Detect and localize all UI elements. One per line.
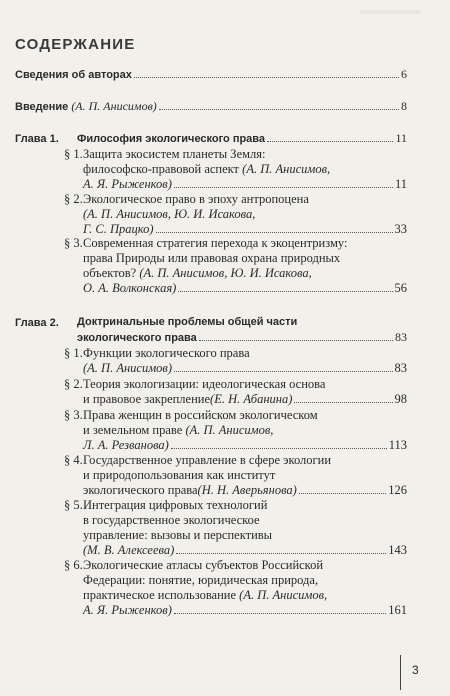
toc-entry-label: Сведения об авторах [15, 69, 132, 81]
page-ref: 6 [401, 67, 407, 81]
chapter-2-title: Доктринальные проблемы общей части [77, 316, 298, 328]
chapter-2-title-row [77, 315, 407, 346]
section-text-line: Интеграция цифровых технологий [83, 498, 268, 512]
section-author: (А. П. Анисимов, [239, 588, 328, 602]
section-number: § 1. [64, 346, 83, 360]
section-number: § 5. [64, 498, 83, 512]
dot-leader [174, 370, 392, 372]
page-ref: 33 [394, 222, 407, 236]
chapter-1-section-2 [64, 192, 407, 237]
section-number: § 4. [64, 453, 83, 467]
section-author: (М. В. Алексеева) [83, 543, 175, 557]
section-number: § 3. [64, 236, 83, 250]
toc-entry-label: Введение [15, 101, 69, 113]
page-ref: 143 [388, 543, 407, 557]
section-author: (А. П. Анисимов, Ю. И. Исакова, [83, 207, 256, 221]
section-text-line: в государственное экологическое [83, 513, 260, 527]
section-author: О. А. Волконская) [83, 281, 177, 295]
chapter-1-section-3 [64, 236, 407, 300]
section-text: экологического права [83, 483, 198, 497]
page-ref: 83 [395, 330, 407, 344]
page-ref: 83 [394, 361, 407, 375]
dot-leader [174, 612, 386, 614]
section-text-line: Экологические атласы субъектов Российской [83, 558, 324, 572]
chapter-2-section-5 [64, 498, 407, 560]
dot-leader [134, 76, 399, 78]
section-text-line: и природопользования как институт [83, 468, 276, 482]
section-author: (А. П. Анисимов) [83, 361, 173, 375]
dot-leader [267, 140, 393, 142]
section-number: § 6. [64, 558, 83, 572]
section-author: Г. С. Працко) [83, 222, 154, 236]
dot-leader [156, 231, 393, 233]
dot-leader [176, 552, 386, 554]
chapter-1-section-1 [64, 147, 407, 192]
section-author: А. Я. Рыженков) [83, 177, 172, 191]
dot-leader [178, 290, 392, 292]
dot-leader [159, 108, 399, 110]
section-author: (А. П. Анисимов, Ю. И. Исакова, [139, 266, 312, 280]
section-number: § 2. [64, 192, 83, 206]
section-text-line: Экологическое право в эпоху антропоцена [83, 192, 309, 206]
section-author: А. Я. Рыженков) [83, 603, 172, 617]
page-ref: 126 [388, 483, 407, 497]
section-text: философско-правовой аспект [83, 162, 243, 176]
page-number: 3 [412, 663, 419, 677]
section-author: (А. П. Анисимов, [242, 162, 331, 176]
page-ref: 11 [395, 131, 407, 145]
section-text: и земельном праве [83, 423, 186, 437]
dot-leader [199, 339, 393, 341]
dot-leader [299, 492, 386, 494]
chapter-2-section-6 [64, 558, 407, 620]
toc-entry-author: (А. П. Анисимов) [71, 99, 157, 113]
page-ref: 113 [388, 438, 407, 452]
section-text-line: права Природы или правовая охрана природных [83, 251, 341, 265]
dot-leader [174, 186, 393, 188]
chapter-2-section-1 [64, 346, 407, 378]
chapter-1-title-row [77, 131, 407, 147]
section-text-line: Защита экосистем планеты Земля: [83, 147, 266, 161]
page-title: СОДЕРЖАНИЕ [15, 36, 136, 53]
page-ref: 8 [401, 99, 407, 113]
section-author: Л. А. Резванова) [83, 438, 169, 452]
section-text-line: управление: вызовы и перспективы [83, 528, 273, 542]
section-text: и правовое закрепление [83, 392, 211, 406]
section-text-line: Функции экологического права [83, 346, 250, 360]
section-text-line: Права женщин в российском экологическом [83, 408, 318, 422]
chapter-2-section-3 [64, 408, 407, 455]
page-number-rule [400, 655, 401, 690]
section-author: (Е. Н. Абанина) [210, 392, 293, 406]
chapter-2-section-2 [64, 377, 407, 409]
chapter-1-title: Философия экологического права [77, 133, 266, 145]
section-number: § 1. [64, 147, 83, 161]
dot-leader [294, 401, 392, 403]
section-number: § 3. [64, 408, 83, 422]
page-ref: 11 [394, 177, 407, 191]
section-number: § 2. [64, 377, 83, 391]
toc-entry-intro [15, 99, 407, 115]
page-ref: 56 [394, 281, 407, 295]
section-text-line: Государственное управление в сфере экологии [83, 453, 332, 467]
section-text-line: Современная стратегия перехода к экоцентризму: [83, 236, 348, 250]
toc-entry-authors [15, 67, 407, 83]
chapter-2-section-4 [64, 453, 407, 500]
section-text: объектов? [83, 266, 140, 280]
section-text-line: Федерации: понятие, юридическая природа, [83, 573, 319, 587]
page-ref: 98 [394, 392, 407, 406]
chapter-2-title: экологического права [77, 332, 197, 344]
dot-leader [171, 447, 387, 449]
chapter-1-label: Глава 1. [15, 133, 59, 145]
page-ref: 161 [388, 603, 407, 617]
bleed-through-text [360, 10, 420, 14]
section-text-line: Теория экологизации: идеологическая основа [83, 377, 326, 391]
section-text: практическое использование [83, 588, 240, 602]
section-author: (Н. Н. Аверьянова) [197, 483, 297, 497]
section-author: (А. П. Анисимов, [185, 423, 274, 437]
chapter-2-label: Глава 2. [15, 317, 59, 329]
